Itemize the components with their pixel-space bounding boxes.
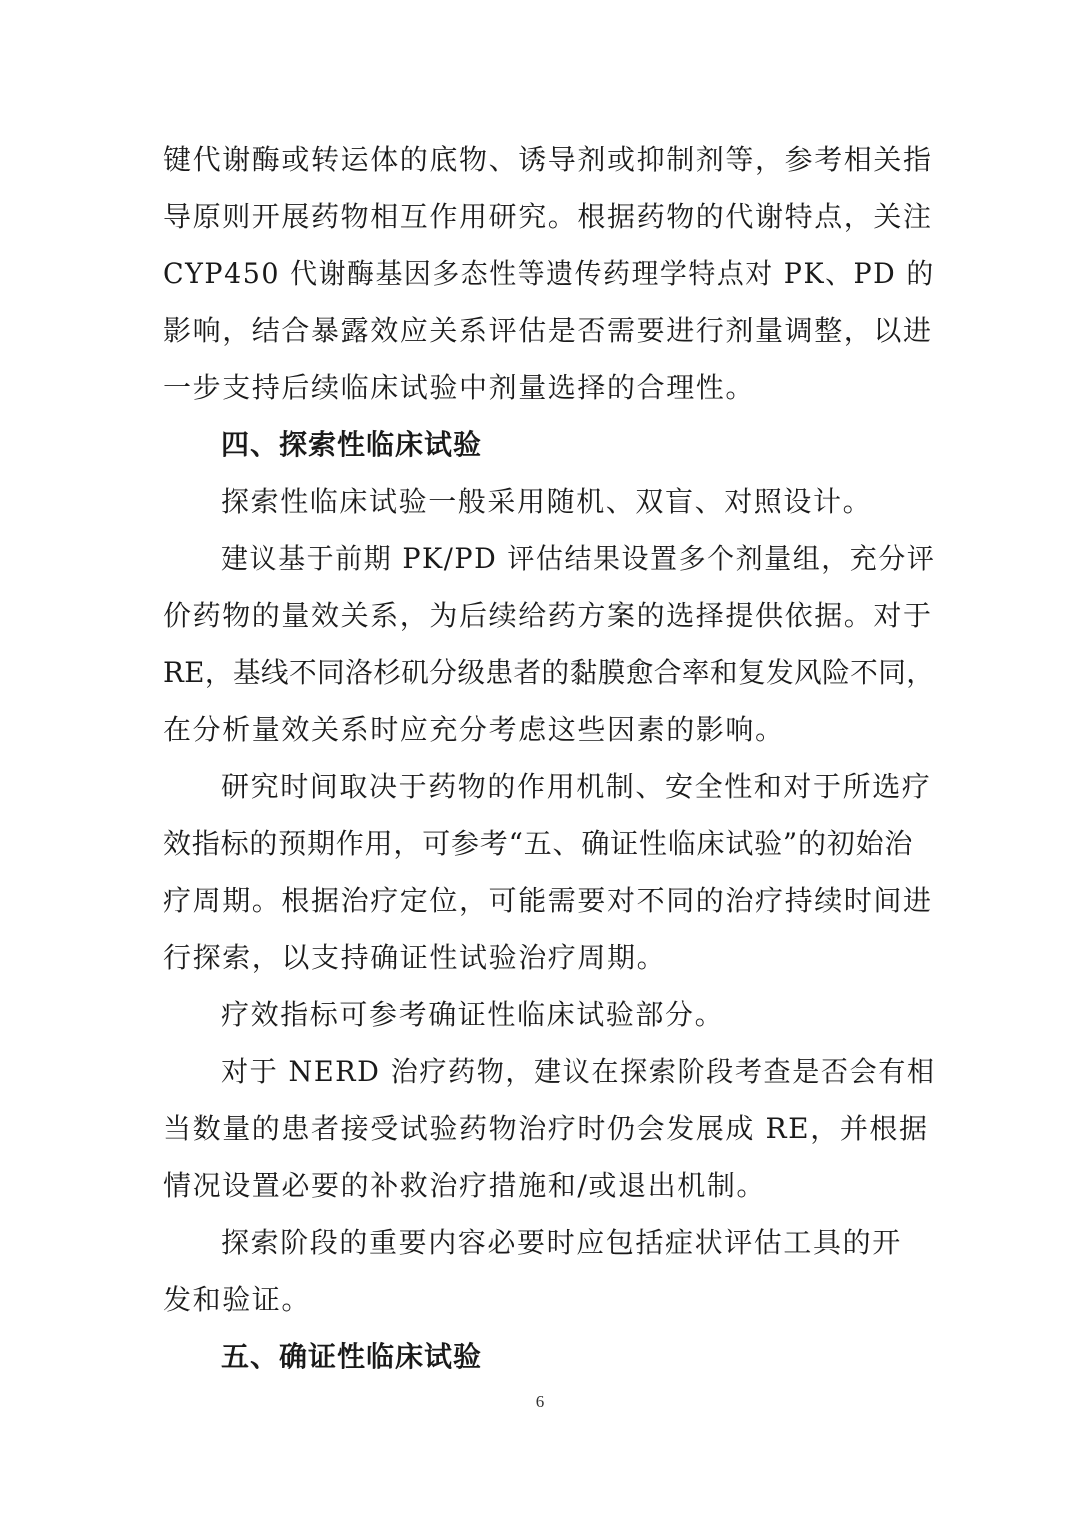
text-line: 疗效指标可参考确证性临床试验部分。 bbox=[221, 998, 725, 1031]
text-line: RE，基线不同洛杉矶分级患者的黏膜愈合率和复发风险不同， bbox=[163, 656, 935, 689]
text-line: 键代谢酶或转运体的底物、诱导剂或抑制剂等，参考相关指 bbox=[163, 143, 933, 176]
text-line: 当数量的患者接受试验药物治疗时仍会发展成 RE，并根据 bbox=[163, 1112, 929, 1145]
text-line: 价药物的量效关系，为后续给药方案的选择提供依据。对于 bbox=[163, 599, 933, 632]
text-line: 探索阶段的重要内容必要时应包括症状评估工具的开 bbox=[221, 1226, 902, 1259]
text-line: 行探索，以支持确证性试验治疗周期。 bbox=[163, 941, 667, 974]
text-line: 导原则开展药物相互作用研究。根据药物的代谢特点，关注 bbox=[163, 200, 933, 233]
text-line: 情况设置必要的补救治疗措施和/或退出机制。 bbox=[163, 1169, 767, 1202]
section-heading: 四、探索性临床试验 bbox=[221, 428, 483, 461]
text-line: 效指标的预期作用，可参考“五、确证性临床试验”的初始治 bbox=[163, 827, 914, 860]
section-heading: 五、确证性临床试验 bbox=[221, 1340, 483, 1373]
text-line: 发和验证。 bbox=[163, 1283, 312, 1316]
text-line: 疗周期。根据治疗定位，可能需要对不同的治疗持续时间进 bbox=[163, 884, 933, 917]
text-line: CYP450 代谢酶基因多态性等遗传药理学特点对 PK、PD 的 bbox=[163, 257, 935, 290]
page-number: 6 bbox=[535, 1392, 545, 1411]
text-line: 在分析量效关系时应充分考虑这些因素的影响。 bbox=[163, 713, 785, 746]
text-line: 建议基于前期 PK/PD 评估结果设置多个剂量组，充分评 bbox=[221, 542, 936, 575]
text-line: 研究时间取决于药物的作用机制、安全性和对于所选疗 bbox=[221, 770, 932, 803]
text-line: 探索性临床试验一般采用随机、双盲、对照设计。 bbox=[221, 485, 873, 518]
text-line: 一步支持后续临床试验中剂量选择的合理性。 bbox=[163, 371, 756, 404]
text-line: 对于 NERD 治疗药物，建议在探索阶段考查是否会有相 bbox=[221, 1055, 936, 1088]
text-line: 影响，结合暴露效应关系评估是否需要进行剂量调整，以进 bbox=[163, 314, 933, 347]
